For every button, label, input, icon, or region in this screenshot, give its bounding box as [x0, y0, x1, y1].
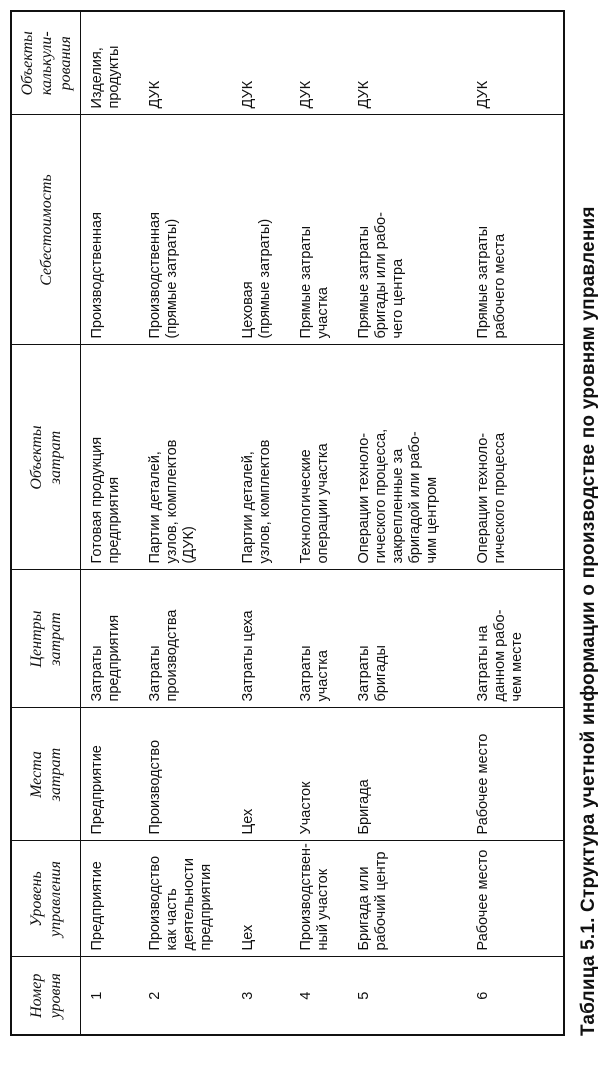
cost-center-cell: Затраты цеха — [237, 570, 295, 708]
cost-center-cell: Затраты бригады — [353, 570, 472, 708]
cost-price-cell: Производственная — [81, 115, 145, 345]
calculation-object-cell: ДУК — [472, 11, 564, 115]
cost-object-cell: Партии деталей, узлов, комплектов (ДУК) — [144, 345, 237, 570]
management-level-cell: Предприятие — [81, 841, 145, 957]
cost-place-cell: Предприятие — [81, 708, 145, 841]
header-cost-objects: Объекты затрат — [11, 345, 81, 570]
header-level-number: Номер уровня — [11, 957, 81, 1035]
level-number-cell: 6 — [472, 957, 564, 1035]
cost-structure-table — [10, 10, 565, 1036]
table-row — [144, 11, 237, 1035]
cost-center-cell: Затраты производства — [144, 570, 237, 708]
cost-price-cell: Производственная (прямые затраты) — [144, 115, 237, 345]
header-cost-price: Себестоимость — [11, 115, 81, 345]
header-management-level: Уровень управления — [11, 841, 81, 957]
cost-price-cell: Прямые затраты бригады или рабо- чего центра — [353, 115, 472, 345]
table-row — [81, 11, 145, 1035]
management-level-cell: Рабочее место — [472, 841, 564, 957]
cost-place-cell: Рабочее место — [472, 708, 564, 841]
header-cost-centers: Центры затрат — [11, 570, 81, 708]
calculation-object-cell: ДУК — [353, 11, 472, 115]
level-number-cell: 2 — [144, 957, 237, 1035]
cost-center-cell: Затраты участка — [295, 570, 353, 708]
table-row — [353, 11, 472, 1035]
table-row — [237, 11, 295, 1035]
calculation-object-cell: Изделия, продукты — [81, 11, 145, 115]
calculation-object-cell: ДУК — [295, 11, 353, 115]
cost-object-cell: Готовая продукция предприятия — [81, 345, 145, 570]
cost-place-cell: Цех — [237, 708, 295, 841]
table-row — [295, 11, 353, 1035]
cost-object-cell: Операции техноло- гического процесса, закрепленные за бригадой или рабо- чим центром — [353, 345, 472, 570]
table-header-row — [11, 11, 81, 1035]
cost-price-cell: Прямые затраты рабочего места — [472, 115, 564, 345]
header-cost-places: Места затрат — [11, 708, 81, 841]
cost-price-cell: Цеховая (прямые затраты) — [237, 115, 295, 345]
management-level-cell: Цех — [237, 841, 295, 957]
cost-place-cell: Участок — [295, 708, 353, 841]
cost-price-cell: Прямые затраты участка — [295, 115, 353, 345]
cost-object-cell: Технологические операции участка — [295, 345, 353, 570]
cost-object-cell: Партии деталей, узлов, комплектов — [237, 345, 295, 570]
table-row — [472, 11, 564, 1035]
cost-place-cell: Бригада — [353, 708, 472, 841]
calculation-object-cell: ДУК — [237, 11, 295, 115]
level-number-cell: 4 — [295, 957, 353, 1035]
management-level-cell: Производство как часть деятельности предприятия — [144, 841, 237, 957]
cost-center-cell: Затраты на данном рабо- чем месте — [472, 570, 564, 708]
calculation-object-cell: ДУК — [144, 11, 237, 115]
table-caption: Таблица 5.1. Структура учетной информации о производстве по уровням управления — [578, 206, 599, 1036]
level-number-cell: 3 — [237, 957, 295, 1035]
cost-object-cell: Операции техноло- гического процесса — [472, 345, 564, 570]
header-calculation-objects: Объекты калькули- рования — [11, 11, 81, 115]
cost-place-cell: Производство — [144, 708, 237, 841]
level-number-cell: 1 — [81, 957, 145, 1035]
level-number-cell: 5 — [353, 957, 472, 1035]
management-level-cell: Производствен- ный участок — [295, 841, 353, 957]
management-level-cell: Бригада или рабочий центр — [353, 841, 472, 957]
cost-center-cell: Затраты предприятия — [81, 570, 145, 708]
